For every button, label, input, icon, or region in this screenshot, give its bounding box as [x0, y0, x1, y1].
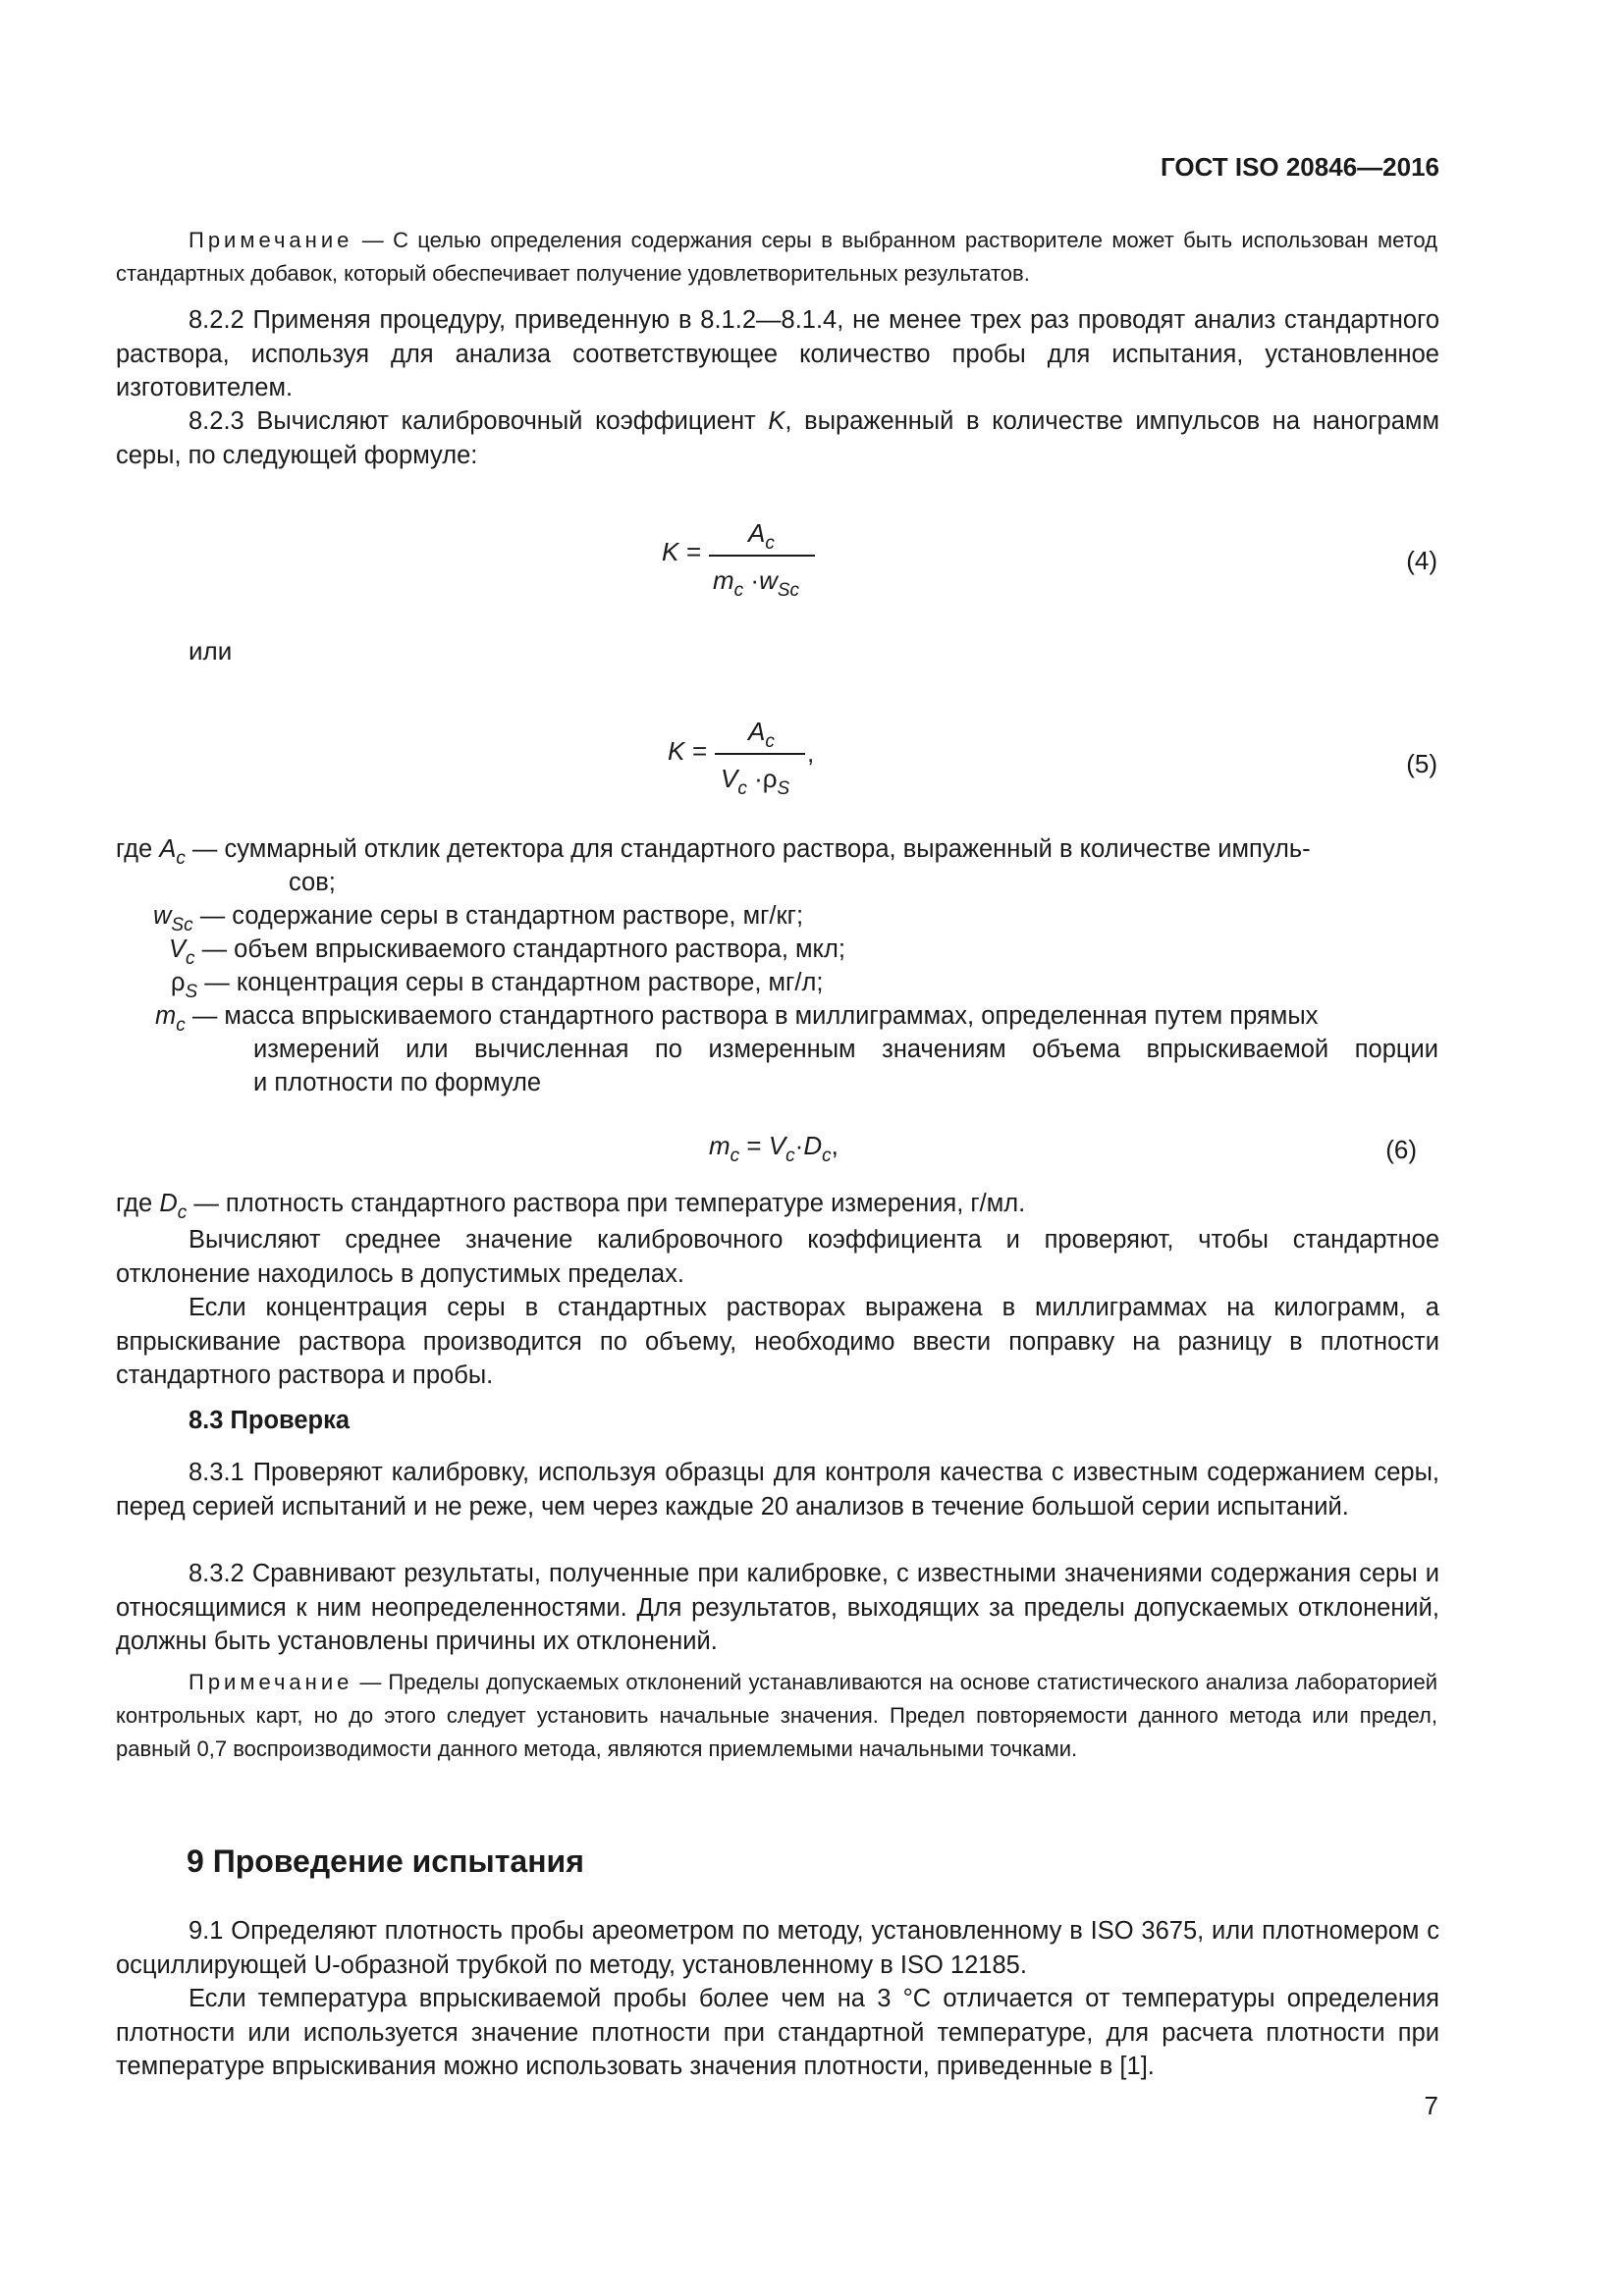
note-1-text: — С целью определения содержания серы в выбранном растворителе может быть использован метод стандартных добавок, который обеспечивает получение удовлетворительных результатов.: [116, 228, 1437, 286]
note-2-label: Примечание: [189, 1670, 353, 1694]
page-number: 7: [1424, 2091, 1438, 2120]
standard-header: ГОСТ ISO 20846—2016: [1160, 152, 1439, 182]
document-page: ГОСТ ISO 20846—2016 Примечание — С целью определения содержания серы в выбранном растворителе может быть использован метод стандартных добавок, который обеспечивает получение удовлетворительных результатов. 8.2.2 Применяя процедуру, приведенную в 8.1.2—8.1.4, не менее трех раз проводят анализ стандартного раствора, используя для анализа соответствующее количество пробы для испытания, установленное изготовителем. 8.2.3 Вычисляют калибровочный коэффициент K, выраженный в количестве импульсов на нанограмм серы, по следующей формуле: K = $A_c$ $m_c \cdot w_{Sc}$ (4) или K = $A_c$ , $V_c \cdot\rho_S$ (5) где $A_c$ — суммарный отклик детектора для стандартного раствора, выраженный в количестве импуль- сов; $w_{Sc}$ — содержание серы в стандартном растворе, мг/кг; $V_c$ — объем впрыскиваемого стандартного раствора, мкл; $\rho_S$ — концентрация серы в стандартном растворе, мг/л; $m_c$ — масса впрыскиваемого стандартного раствора в миллиграммах, определенная путем прямых измерений или вычисленная по измеренным значениям объема впрыскиваемой порции и плотности по формуле $m_c = V_c\cdot D_c$, (6) где $D_c$ — плотность стандартного раствора при температуре измерения, г/мл. Вычисляют среднее значение калибровочного коэффициента и проверяют, чтобы стандартное отклонение находилось в допустимых пределах. Если концентрация серы в стандартных растворах выражена в миллиграммах на килограмм, а впрыскивание раствора производится по объему, необходимо ввести поправку на разницу в плотности стандартного раствора и пробы. 8.3 Проверка 8.3.1 Проверяют калибровку, используя образцы для контроля качества с известным содержанием серы, перед серией испытаний и не реже, чем через каждые 20 анализов в течение большой серии испытаний. 8.3.2 Сравнивают результаты, полученные при калибровке, с известными значениями содержания серы и относящимися к ним неопределенностями. Для результатов, выходящих за пределы допускаемых отклонений, должны быть установлены причины их отклонений. Примечание — Пределы допускаемых отклонений устанавливаются на основе статистического анализа лабораторией контрольных карт, но до этого следует установить начальные значения. Предел повторяемости данного метода или предел, равный 0,7 воспроизводимости данного метода, являются приемлемыми начальными точками. 9 Проведение испытания 9.1 Определяют плотность пробы ареометром по методу, установленному в ISO 3675, или плотномером с осциллирующей U-образной трубкой по методу, установленному в ISO 12185. Если температура впрыскиваемой пробы более чем на 3 °С отличается от температуры определения плотности или используется значение плотности при стандартной температуре, для расчета плотности при температуре впрыскивания можно использовать значения плотности, приведенные в [1]. 7: [116, 152, 1439, 2120]
where-d: где $D_c$ — плотность стандартного раствора при температуре измерения, г/мл.: [116, 1190, 1026, 1223]
note-2-text: — Пределы допускаемых отклонений устанавливаются на основе статистического анализа лабораторией контрольных карт, но до этого следует установить начальные значения. Предел повторяемости данного метода или предел, равный 0,7 воспроизводимости данного метода, являются приемлемыми начальными точками.: [116, 1670, 1437, 1761]
paragraph-8-3-1: 8.3.1 Проверяют калибровку, используя образцы для контроля качества с известным содержанием серы, перед серией испытаний и не реже, чем через каждые 20 анализов в течение большой серии испытаний.: [116, 1459, 1439, 1521]
note-2: [116, 1666, 1437, 1766]
paragraph-temperature: Если температура впрыскиваемой пробы более чем на 3 °С отличается от температуры определения плотности или используется значение плотности при стандартной температуре, для расчета плотности при температуре впрыскивания можно использовать значения плотности, приведенные в [1].: [116, 1985, 1439, 2080]
paragraph-8-2-3: 8.2.3 Вычисляют калибровочный коэффициент K, выраженный в количестве импульсов на нанограмм серы, по следующей формуле:: [116, 407, 1439, 469]
note-1: [116, 224, 1437, 291]
paragraph-8-3-2: 8.3.2 Сравнивают результаты, полученные при калибровке, с известными значениями содержания серы и относящимися к ним неопределенностями. Для результатов, выходящих за пределы допускаемых отклонений, должны быть установлены причины их отклонений.: [116, 1560, 1439, 1655]
paragraph-9-1: 9.1 Определяют плотность пробы ареометром по методу, установленному в ISO 3675, или плотномером с осциллирующей U-образной трубкой по методу, установленному в ISO 12185.: [116, 1917, 1439, 1979]
or-word: или: [189, 636, 233, 666]
formula-5-number: (5): [1406, 749, 1437, 778]
paragraph-concentration: Если концентрация серы в стандартных растворах выражена в миллиграммах на килограмм, а впрыскивание раствора производится по объему, необходимо ввести поправку на разницу в плотности стандартного раствора и пробы.: [116, 1294, 1439, 1389]
note-1-label: Примечание: [189, 228, 353, 252]
formula-6-number: (6): [1385, 1135, 1417, 1164]
fraction-line: [715, 753, 805, 755]
chapter-9-heading: 9 Проведение испытания: [187, 1843, 584, 1879]
fraction-line: [709, 555, 815, 557]
paragraph-mean: Вычисляют среднее значение калибровочного коэффициента и проверяют, чтобы стандартное отклонение находилось в допустимых пределах.: [116, 1226, 1439, 1288]
formula-4-number: (4): [1406, 546, 1437, 575]
section-8-3-heading: 8.3 Проверка: [189, 1407, 351, 1434]
symbol-k: K: [768, 407, 785, 435]
paragraph-8-2-2: 8.2.2 Применяя процедуру, приведенную в 8.1.2—8.1.4, не менее трех раз проводят анализ стандартного раствора, используя для анализа соответствующее количество пробы для испытания, установленное изготовителем.: [116, 306, 1439, 401]
